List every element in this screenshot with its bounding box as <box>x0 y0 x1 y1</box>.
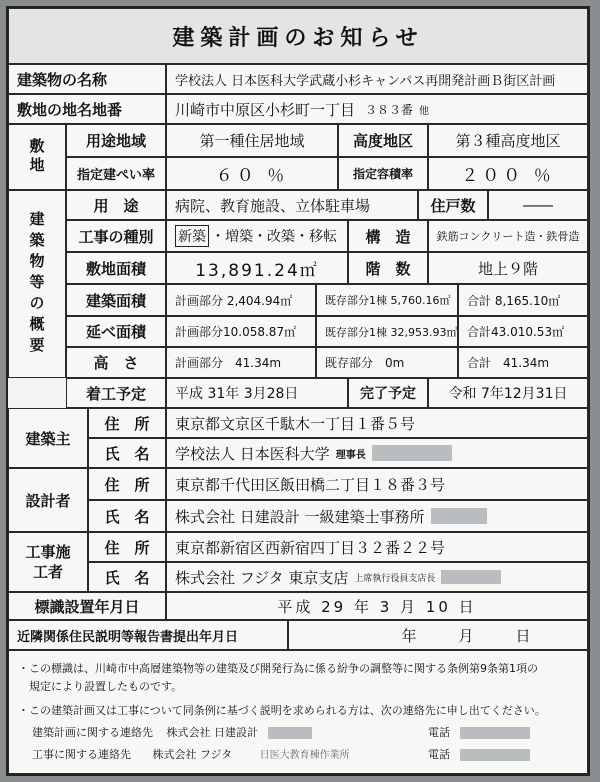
contact-1 <box>32 724 312 740</box>
owner-role: 理事長 <box>335 449 366 461</box>
site-area-label: 敷地面積 <box>66 252 166 284</box>
building-area-plan: 計画部分 2,404.94㎡ <box>166 284 316 316</box>
dwelling-label: 住戸数 <box>418 190 488 220</box>
building-area-total: 合計 8,165.10㎡ <box>458 284 588 316</box>
sign-date-value: 平成 29 年 3 月 10 日 <box>166 592 588 620</box>
use-value: 病院、教育施設、立体駐車場 <box>166 190 418 220</box>
note-line-2: 規定により設置したものです。 <box>18 680 183 693</box>
far-value: ２００ ％ <box>428 157 588 190</box>
contractor-role: 上席執行役員支店長 <box>354 573 436 584</box>
report-date-value: 年 月 日 <box>288 620 588 650</box>
floor-area-plan: 計画部分10.058.87㎡ <box>166 316 316 347</box>
notice-board <box>6 6 590 776</box>
work-type-value <box>166 220 348 252</box>
site-address-suffix: 他 <box>419 105 430 117</box>
site-address-value <box>166 94 588 124</box>
height-total: 合計 41.34m <box>458 347 588 378</box>
contractor-name: 株式会社 フジタ 東京支店 <box>175 568 349 587</box>
structure-label: 構 造 <box>348 220 428 252</box>
contact-2-label: 工事に関する連絡先 <box>32 748 131 761</box>
designer-address-value: 東京都千代田区飯田橋二丁目１８番３号 <box>166 468 588 500</box>
contractor-name-value <box>166 562 588 592</box>
contractor-address-value: 東京都新宿区西新宿四丁目３２番２２号 <box>166 532 588 562</box>
floor-area-label: 延べ面積 <box>66 316 166 347</box>
height-district-label: 高度地区 <box>338 124 428 157</box>
sign-date-label: 標識設置年月日 <box>8 592 166 620</box>
redacted-phone-1 <box>460 727 530 739</box>
redacted-owner-name <box>372 445 452 461</box>
designer-address-label: 住 所 <box>88 468 166 500</box>
contact-2-phone-label: 電話 <box>428 748 450 761</box>
far-label: 指定容積率 <box>338 157 428 190</box>
site-address-lot: ３８３番 <box>365 102 414 117</box>
work-type-selected: 新築 <box>175 225 209 247</box>
report-date-label: 近隣関係住民説明等報告書提出年月日 <box>8 620 288 650</box>
contact-2-phone <box>428 746 530 762</box>
contractor-section-label: 工事施工者 <box>8 532 88 592</box>
start-value: 平成 31年 3月28日 <box>166 378 348 408</box>
building-name-label: 建築物の名称 <box>8 64 166 94</box>
finish-label: 完了予定 <box>348 378 428 408</box>
structure-value: 鉄筋コンクリート造・鉄骨造 <box>428 220 588 252</box>
contact-2 <box>32 746 350 762</box>
note-line-3: ・この建築計画又は工事について同条例に基づく説明を求められる方は、次の連絡先に申し出てください。 <box>18 704 546 717</box>
building-area-label: 建築面積 <box>66 284 166 316</box>
owner-section-label: 建築主 <box>8 408 88 468</box>
overview-side-text: 建築物等の概要 <box>27 210 46 358</box>
contact-2-office: 日医大教育棟作業所 <box>259 750 350 761</box>
contact-1-label: 建築計画に関する連絡先 <box>32 726 153 739</box>
start-label: 着工予定 <box>66 378 166 408</box>
owner-name: 学校法人 日本医科大学 <box>175 444 330 463</box>
height-label: 高 さ <box>66 347 166 378</box>
contractor-name-label: 氏 名 <box>88 562 166 592</box>
building-area-existing: 既存部分1棟 5,760.16㎡ <box>316 284 458 316</box>
floor-area-total: 合計43.010.53㎡ <box>458 316 588 347</box>
contact-2-name: 株式会社 フジタ <box>152 748 233 761</box>
floors-value: 地上９階 <box>428 252 588 284</box>
finish-value: 令和 7年12月31日 <box>428 378 588 408</box>
coverage-value: ６０ ％ <box>166 157 338 190</box>
zoning-value: 第一種住居地域 <box>166 124 338 157</box>
contact-1-phone-label: 電話 <box>428 726 450 739</box>
redacted-phone-2 <box>460 749 530 761</box>
height-plan: 計画部分 41.34m <box>166 347 316 378</box>
owner-name-label: 氏 名 <box>88 438 166 468</box>
redacted-designer-name <box>431 508 487 524</box>
site-section-label <box>8 124 66 190</box>
redacted-contact-1 <box>268 727 312 739</box>
use-label: 用 途 <box>66 190 166 220</box>
designer-section-label: 設計者 <box>8 468 88 532</box>
site-address-label: 敷地の地名地番 <box>8 94 166 124</box>
contractor-address-label: 住 所 <box>88 532 166 562</box>
owner-address-value: 東京都文京区千駄木一丁目１番５号 <box>166 408 588 438</box>
building-name-value: 学校法人 日本医科大学武蔵小杉キャンパス再開発計画Ｂ街区計画 <box>166 64 588 94</box>
designer-name-label: 氏 名 <box>88 500 166 532</box>
note-line-1: ・この標識は、川崎市中高層建築物等の建築及び開発行為に係る紛争の調整等に関する条例第9条第1項の <box>18 662 538 675</box>
coverage-label: 指定建ぺい率 <box>66 157 166 190</box>
dwelling-value: ―― <box>488 190 588 220</box>
overview-section-label <box>8 190 66 378</box>
contact-1-phone <box>428 724 530 740</box>
work-type-label: 工事の種別 <box>66 220 166 252</box>
work-type-rest: ・増築・改築・移転 <box>211 229 337 245</box>
site-area-value: 13,891.24㎡ <box>166 252 348 284</box>
zoning-label: 用途地域 <box>66 124 166 157</box>
site-address-street: 川崎市中原区小杉町一丁目 <box>175 100 356 119</box>
owner-name-value <box>166 438 588 468</box>
height-existing: 既存部分 0m <box>316 347 458 378</box>
designer-name-value <box>166 500 588 532</box>
floor-area-existing: 既存部分1棟 32,953.93㎡ <box>316 316 458 347</box>
floors-label: 階 数 <box>348 252 428 284</box>
page-title: 建築計画のお知らせ <box>8 8 588 64</box>
redacted-contractor-name <box>441 570 501 584</box>
height-district-value: 第３種高度地区 <box>428 124 588 157</box>
owner-address-label: 住 所 <box>88 408 166 438</box>
designer-name: 株式会社 日建設計 一級建築士事務所 <box>175 507 425 526</box>
site-side-text: 敷地 <box>27 138 46 176</box>
contact-1-name: 株式会社 日建設計 <box>166 726 258 739</box>
